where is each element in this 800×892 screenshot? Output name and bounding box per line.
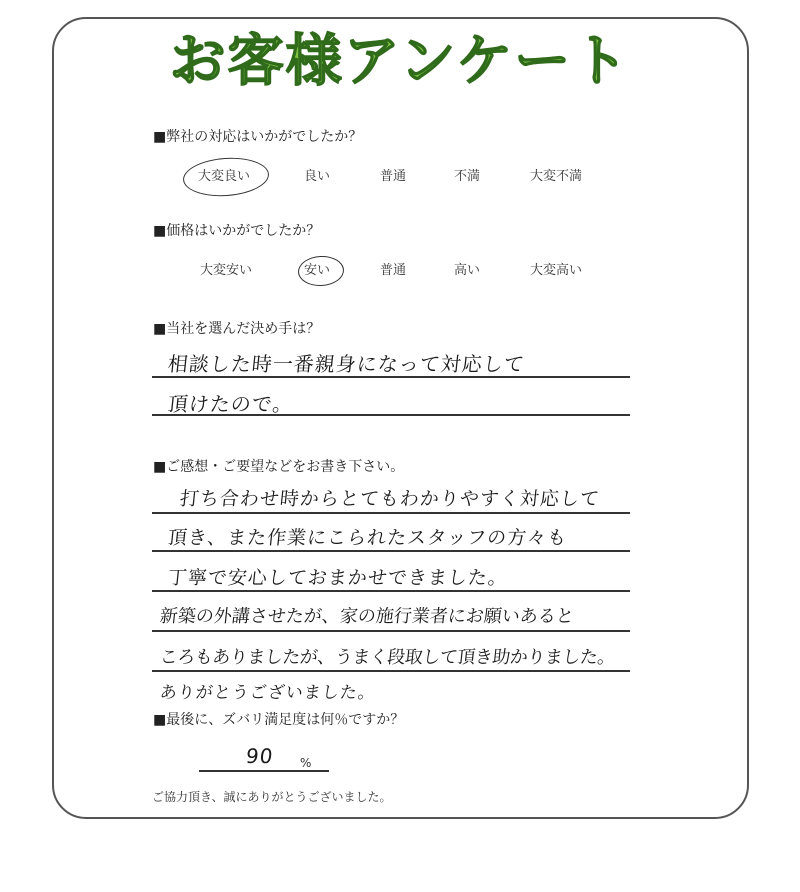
comment-line-6: ありがとうございました。 <box>158 683 377 703</box>
question-service: ■弊社の対応はいかがでしたか？ <box>153 129 363 145</box>
thank-you-note: ご協力頂き、誠にありがとうございました。 <box>152 790 392 804</box>
option-price-very-cheap[interactable]: 大変安い <box>200 263 253 278</box>
options-service <box>180 164 620 190</box>
answer-rule <box>152 550 630 552</box>
percent-unit: % <box>300 756 312 770</box>
option-price-very-expensive[interactable]: 大変高い <box>530 263 583 278</box>
question-comments: ■ご感想・ご要望などをお書き下さい。 <box>153 459 405 475</box>
satisfaction-value: 90 <box>244 744 275 768</box>
question-satisfaction: ■最後に、ズバリ満足度は何％ですか？ <box>153 712 405 728</box>
answer-rule <box>152 512 630 514</box>
answer-rule <box>152 630 630 632</box>
option-service-normal[interactable]: 普通 <box>380 169 407 184</box>
question-price: ■価格はいかがでしたか？ <box>153 223 321 239</box>
question-reason: ■当社を選んだ決め手は？ <box>153 321 321 337</box>
option-service-very-dissatisfied[interactable]: 大変不満 <box>530 169 583 184</box>
option-price-expensive[interactable]: 高い <box>454 263 481 278</box>
satisfaction-rule <box>199 770 329 772</box>
answer-rule <box>152 670 630 672</box>
reason-answer-line-2: 頂けたので。 <box>166 392 295 416</box>
option-service-good[interactable]: 良い <box>304 169 331 184</box>
survey-title: お客様アンケート <box>169 29 631 94</box>
reason-answer-line-1: 相談した時一番親身になって対応して <box>166 352 527 376</box>
comment-line-4: 新築の外講させたが、家の施行業者にお願いあると <box>158 606 575 627</box>
comment-line-5: ころもありましたが、うまく段取して頂き助かりました。 <box>158 647 616 668</box>
option-service-dissatisfied[interactable]: 不満 <box>454 169 481 184</box>
answer-rule <box>152 590 630 592</box>
options-price <box>180 258 620 284</box>
comment-line-3: 丁寧で安心しておまかせできました。 <box>166 567 510 589</box>
option-service-very-good[interactable]: 大変良い <box>198 169 251 184</box>
option-price-cheap[interactable]: 安い <box>304 263 331 278</box>
option-price-normal[interactable]: 普通 <box>380 263 407 278</box>
comment-line-2: 頂き、また作業にこられたスタッフの方々も <box>166 527 569 549</box>
comment-line-1: 打ち合わせ時からとてもわかりやすく対応して <box>178 488 602 510</box>
